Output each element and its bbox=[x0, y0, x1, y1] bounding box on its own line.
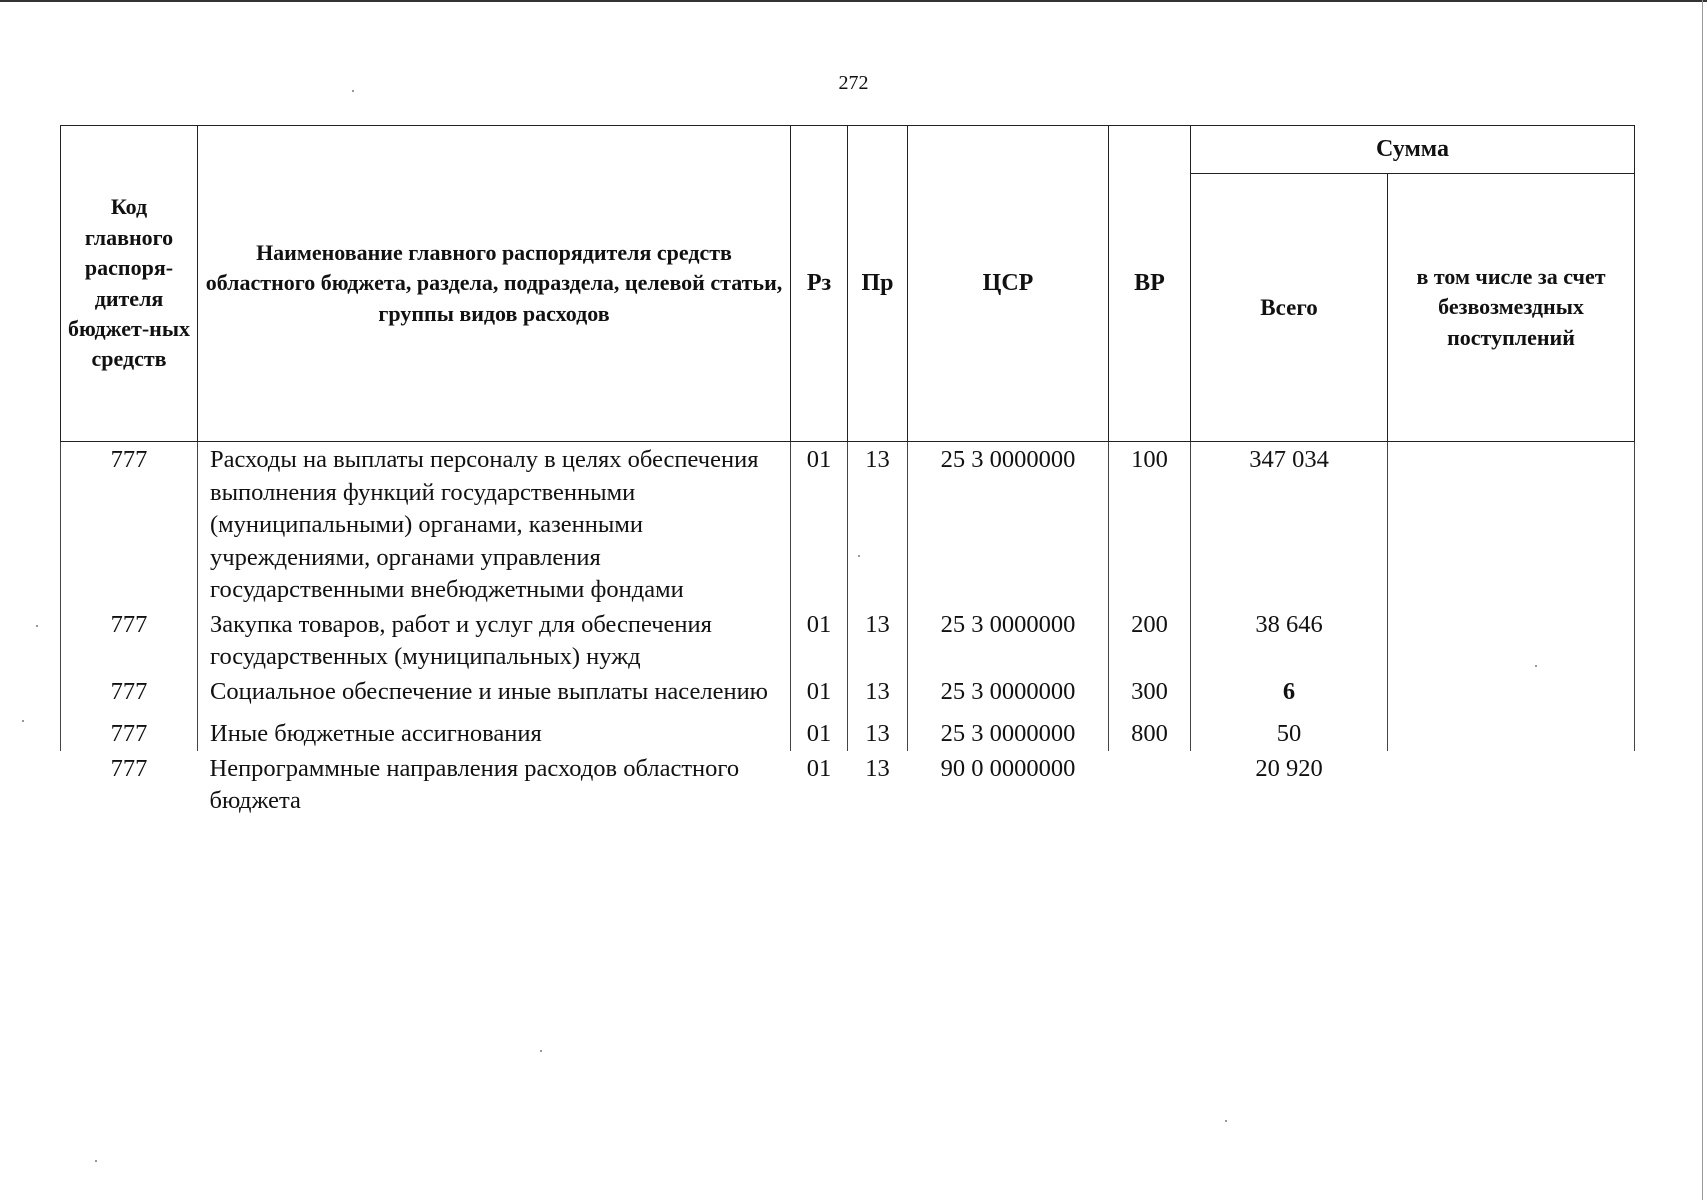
cell-name: Непрограммные направления расходов областного бюджета bbox=[209, 754, 740, 814]
cell-vr: 100 bbox=[1109, 442, 1191, 607]
header-name: Наименование главного распорядителя средств областного бюджета, раздела, подраздела, целевой статьи, группы видов расходов bbox=[198, 126, 791, 442]
cell-pr: 13 bbox=[848, 674, 908, 709]
cell-total: 6 bbox=[1191, 674, 1388, 709]
scan-speck bbox=[36, 625, 38, 627]
header-vr: ВР bbox=[1109, 126, 1191, 442]
table-row bbox=[61, 708, 1635, 751]
cell-code: 777 bbox=[61, 442, 198, 607]
scan-top-border bbox=[0, 0, 1707, 2]
cell-total: 38 646 bbox=[1191, 607, 1388, 674]
cell-free-income bbox=[1388, 674, 1635, 709]
scan-speck bbox=[540, 1050, 542, 1052]
cell-name: Социальное обеспечение и иные выплаты населению bbox=[198, 674, 791, 709]
cell-vr: 200 bbox=[1109, 607, 1191, 674]
cell-rz: 01 bbox=[791, 442, 848, 607]
cell-vr: 800 bbox=[1109, 708, 1191, 751]
cell-total: 347 034 bbox=[1191, 442, 1388, 607]
table-body bbox=[61, 442, 1635, 818]
budget-table bbox=[60, 125, 1635, 818]
header-free-income: в том числе за счет безвозмездных поступлений bbox=[1388, 174, 1635, 442]
header-code: Код главного распоря-дителя бюджет-ных средств bbox=[61, 126, 198, 442]
cell-pr: 13 bbox=[865, 754, 890, 782]
page-number: 272 bbox=[838, 72, 869, 94]
header-total: Всего bbox=[1191, 174, 1388, 442]
table-row bbox=[61, 607, 1635, 674]
cell-name: Расходы на выплаты персоналу в целях обеспечения выполнения функций государственными (муниципальными) органами, казенными учреждениями, органами управления государственными внебюджетными фондами bbox=[198, 442, 791, 607]
cell-total: 20 920 bbox=[1255, 754, 1323, 782]
cell-rz: 01 bbox=[791, 674, 848, 709]
scan-speck bbox=[95, 1160, 97, 1162]
cell-rz: 01 bbox=[791, 607, 848, 674]
cell-csr: 25 3 0000000 bbox=[908, 607, 1109, 674]
header-rz: Рз bbox=[791, 126, 848, 442]
cell-code: 777 bbox=[61, 607, 198, 674]
header-sum: Сумма bbox=[1191, 126, 1635, 174]
table-row bbox=[61, 751, 1635, 818]
cell-name: Закупка товаров, работ и услуг для обеспечения государственных (муниципальных) нужд bbox=[198, 607, 791, 674]
scan-speck bbox=[858, 555, 860, 557]
table-row bbox=[61, 674, 1635, 709]
cell-free-income bbox=[1388, 751, 1635, 818]
cell-csr: 25 3 0000000 bbox=[908, 674, 1109, 709]
cell-vr bbox=[1109, 751, 1191, 818]
scan-speck bbox=[1535, 665, 1537, 667]
cell-pr: 13 bbox=[848, 708, 908, 751]
scan-speck bbox=[352, 90, 354, 92]
cell-total: 50 bbox=[1191, 708, 1388, 751]
cell-csr: 25 3 0000000 bbox=[908, 442, 1109, 607]
cell-free-income bbox=[1388, 708, 1635, 751]
header-csr: ЦСР bbox=[908, 126, 1109, 442]
scan-speck bbox=[22, 720, 24, 722]
cell-pr: 13 bbox=[848, 442, 908, 607]
cell-vr: 300 bbox=[1109, 674, 1191, 709]
cell-code: 777 bbox=[61, 674, 198, 709]
cell-name: Иные бюджетные ассигнования bbox=[198, 708, 791, 751]
cell-csr: 25 3 0000000 bbox=[908, 708, 1109, 751]
header-row-top bbox=[61, 126, 1635, 174]
cell-pr: 13 bbox=[848, 607, 908, 674]
cell-rz: 01 bbox=[806, 754, 832, 782]
cell-free-income bbox=[1388, 442, 1635, 607]
table-header bbox=[61, 126, 1635, 442]
table-row bbox=[61, 442, 1635, 607]
cell-rz: 01 bbox=[791, 708, 848, 751]
cell-code: 777 bbox=[61, 708, 198, 751]
scan-speck bbox=[1225, 1120, 1227, 1122]
cell-csr: 90 0 0000000 bbox=[940, 754, 1076, 782]
header-pr: Пр bbox=[848, 126, 908, 442]
cell-free-income bbox=[1388, 607, 1635, 674]
scan-right-border bbox=[1702, 0, 1703, 1200]
cell-code: 777 bbox=[110, 754, 148, 782]
